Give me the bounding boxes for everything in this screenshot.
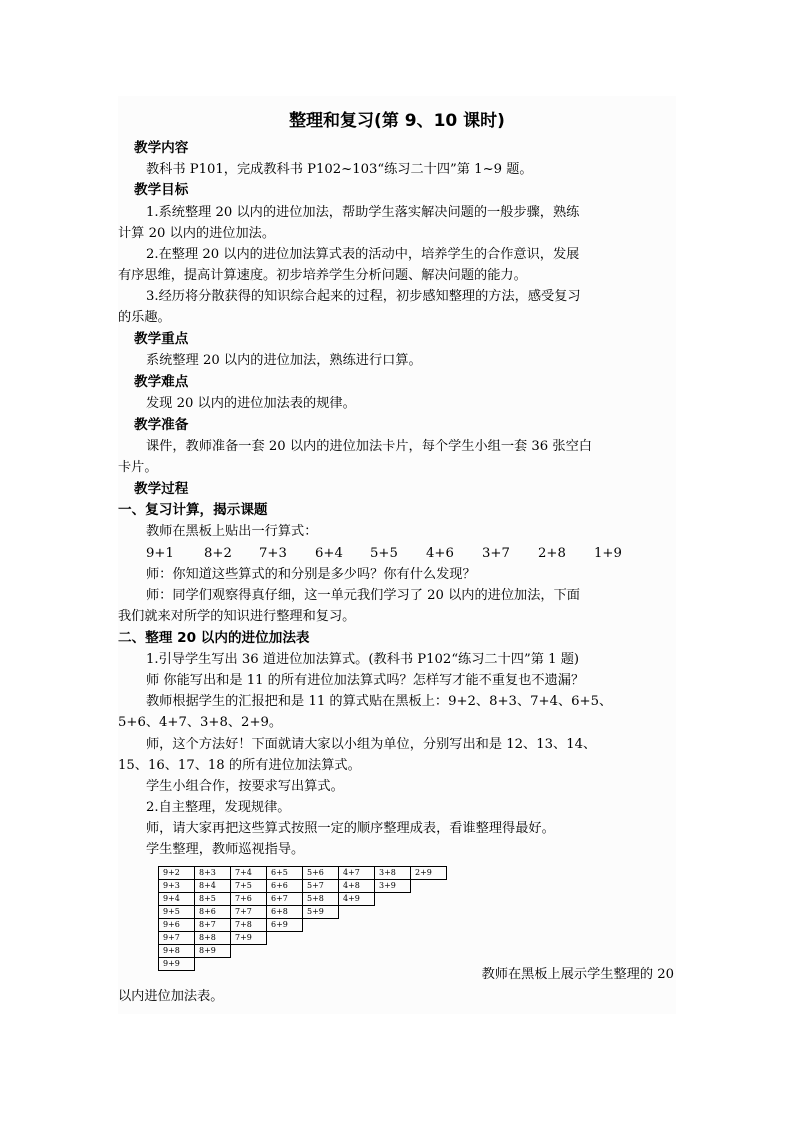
- prep-line1: 课件，教师准备一套 20 以内的进位加法卡片，每个学生小组一套 36 张空白: [146, 439, 592, 454]
- page-title: 整理和复习(第 9、10 课时): [289, 111, 505, 131]
- table-cell: 9+7: [159, 932, 195, 945]
- s2-paragraph6: 2.自主整理，发现规律。: [146, 800, 291, 815]
- s2-paragraph4-line1: 师，这个方法好！下面就请大家以小组为单位，分别写出和是 12、13、14、: [146, 737, 597, 752]
- table-cell: 8+8: [195, 932, 231, 945]
- table-row: [159, 880, 447, 893]
- table-cell: 8+4: [195, 880, 231, 893]
- content-text: 教科书 P101，完成教科书 P102~103“练习二十四”第 1~9 题。: [146, 162, 533, 177]
- s2-paragraph7: 师，请大家再把这些算式按照一定的顺序整理成表，看谁整理得最好。: [146, 821, 555, 836]
- table-cell: 9+9: [159, 958, 195, 971]
- s2-paragraph2: 师 你能写出和是 11 的所有进位加法算式吗？怎样写才能不重复也不遗漏？: [146, 673, 585, 688]
- equation: 6+4: [315, 546, 343, 561]
- s2-paragraph1: 1.引导学生写出 36 道进位加法算式。(教科书 P102“练习二十四”第 1 题): [146, 652, 580, 667]
- heading-difficulty: 教学难点: [134, 374, 189, 390]
- table-cell: 8+6: [195, 906, 231, 919]
- table-cell: 8+3: [195, 867, 231, 880]
- table-cell: 5+9: [303, 906, 339, 919]
- table-cell: 9+6: [159, 919, 195, 932]
- table-cell: 8+5: [195, 893, 231, 906]
- goal1-line2: 计算 20 以内的进位加法。: [118, 226, 276, 241]
- prep-line2: 卡片。: [118, 460, 158, 475]
- goal2-line2: 有序思维，提高计算速度。初步培养学生分析问题、解决问题的能力。: [118, 268, 527, 283]
- table-cell: 7+8: [231, 919, 267, 932]
- goal3-line1: 3.经历将分散获得的知识综合起来的过程，初步感知整理的方法，感受复习: [146, 289, 581, 304]
- goal1-line1: 1.系统整理 20 以内的进位加法，帮助学生落实解决问题的一般步骤，熟练: [146, 205, 580, 220]
- table-cell: 7+5: [231, 880, 267, 893]
- table-cell: 6+5: [267, 867, 303, 880]
- table-cell: 5+8: [303, 893, 339, 906]
- table-cell: 4+9: [339, 893, 375, 906]
- addition-table: [158, 866, 447, 971]
- table-cell: 9+4: [159, 893, 195, 906]
- equation: 4+6: [426, 546, 454, 561]
- table-cell: 6+7: [267, 893, 303, 906]
- table-cell: 8+9: [195, 945, 231, 958]
- table-cell: 5+7: [303, 880, 339, 893]
- table-row: [159, 919, 447, 932]
- s1-paragraph1: 教师在黑板上贴出一行算式：: [146, 524, 318, 539]
- table-cell: 2+9: [411, 867, 447, 880]
- table-cell: 5+6: [303, 867, 339, 880]
- s2-paragraph4-line2: 15、16、17、18 的所有进位加法算式。: [118, 758, 361, 773]
- table-cell: 9+5: [159, 906, 195, 919]
- s2-paragraph8: 学生整理，教师巡视指导。: [146, 842, 305, 857]
- s2-paragraph3-line2: 5+6、4+7、3+8、2+9。: [118, 715, 283, 730]
- s1-paragraph2: 师：你知道这些算式的和分别是多少吗？你有什么发现？: [146, 567, 476, 582]
- section1-heading: 一、复习计算，揭示课题: [118, 502, 268, 518]
- document-page: [118, 96, 676, 1014]
- equation: 8+2: [204, 546, 232, 561]
- s1-paragraph3-line1: 师：同学们观察得真仔细，这一单元我们学习了 20 以内的进位加法，下面: [146, 588, 580, 603]
- equation: 7+3: [259, 546, 287, 561]
- difficulty-text: 发现 20 以内的进位加法表的规律。: [146, 396, 356, 411]
- table-cell: 6+9: [267, 919, 303, 932]
- table-cell: 9+3: [159, 880, 195, 893]
- s2-paragraph5: 学生小组合作，按要求写出算式。: [146, 779, 344, 794]
- table-cell: 7+7: [231, 906, 267, 919]
- s1-paragraph3-line2: 我们就来对所学的知识进行整理和复习。: [118, 609, 356, 624]
- table-cell: 7+4: [231, 867, 267, 880]
- equation: 3+7: [482, 546, 510, 561]
- table-cell: 3+9: [375, 880, 411, 893]
- heading-goals: 教学目标: [134, 182, 189, 198]
- heading-prep: 教学准备: [134, 417, 189, 433]
- table-row: [159, 867, 447, 880]
- equation: 1+9: [594, 546, 622, 561]
- table-cell: 6+6: [267, 880, 303, 893]
- goal2-line1: 2.在整理 20 以内的进位加法算式表的活动中，培养学生的合作意识，发展: [146, 247, 580, 262]
- table-cell: 4+7: [339, 867, 375, 880]
- table-row: [159, 893, 447, 906]
- table-cell: 8+7: [195, 919, 231, 932]
- section2-heading: 二、整理 20 以内的进位加法表: [118, 630, 310, 646]
- table-cell: 6+8: [267, 906, 303, 919]
- equation: 2+8: [538, 546, 566, 561]
- table-cell: 3+8: [375, 867, 411, 880]
- heading-process: 教学过程: [134, 481, 189, 497]
- closing-line2: 以内进位加法表。: [118, 989, 224, 1004]
- table-cell: 7+9: [231, 932, 267, 945]
- table-cell: 7+6: [231, 893, 267, 906]
- closing-line1: 教师在黑板上展示学生整理的 20: [481, 967, 674, 982]
- equation: 5+5: [370, 546, 398, 561]
- heading-key: 教学重点: [134, 331, 189, 347]
- key-text: 系统整理 20 以内的进位加法，熟练进行口算。: [146, 353, 422, 368]
- table-row: [159, 945, 447, 958]
- table-row: [159, 932, 447, 945]
- table-cell: 9+2: [159, 867, 195, 880]
- table-cell: 9+8: [159, 945, 195, 958]
- table-row: [159, 958, 447, 971]
- table-row: [159, 906, 447, 919]
- table-cell: 4+8: [339, 880, 375, 893]
- s2-paragraph3-line1: 教师根据学生的汇报把和是 11 的算式贴在黑板上：9+2、8+3、7+4、6+5、: [146, 694, 613, 709]
- heading-content: 教学内容: [134, 140, 189, 156]
- goal3-line2: 的乐趣。: [118, 310, 171, 325]
- equation: 9+1: [146, 546, 174, 561]
